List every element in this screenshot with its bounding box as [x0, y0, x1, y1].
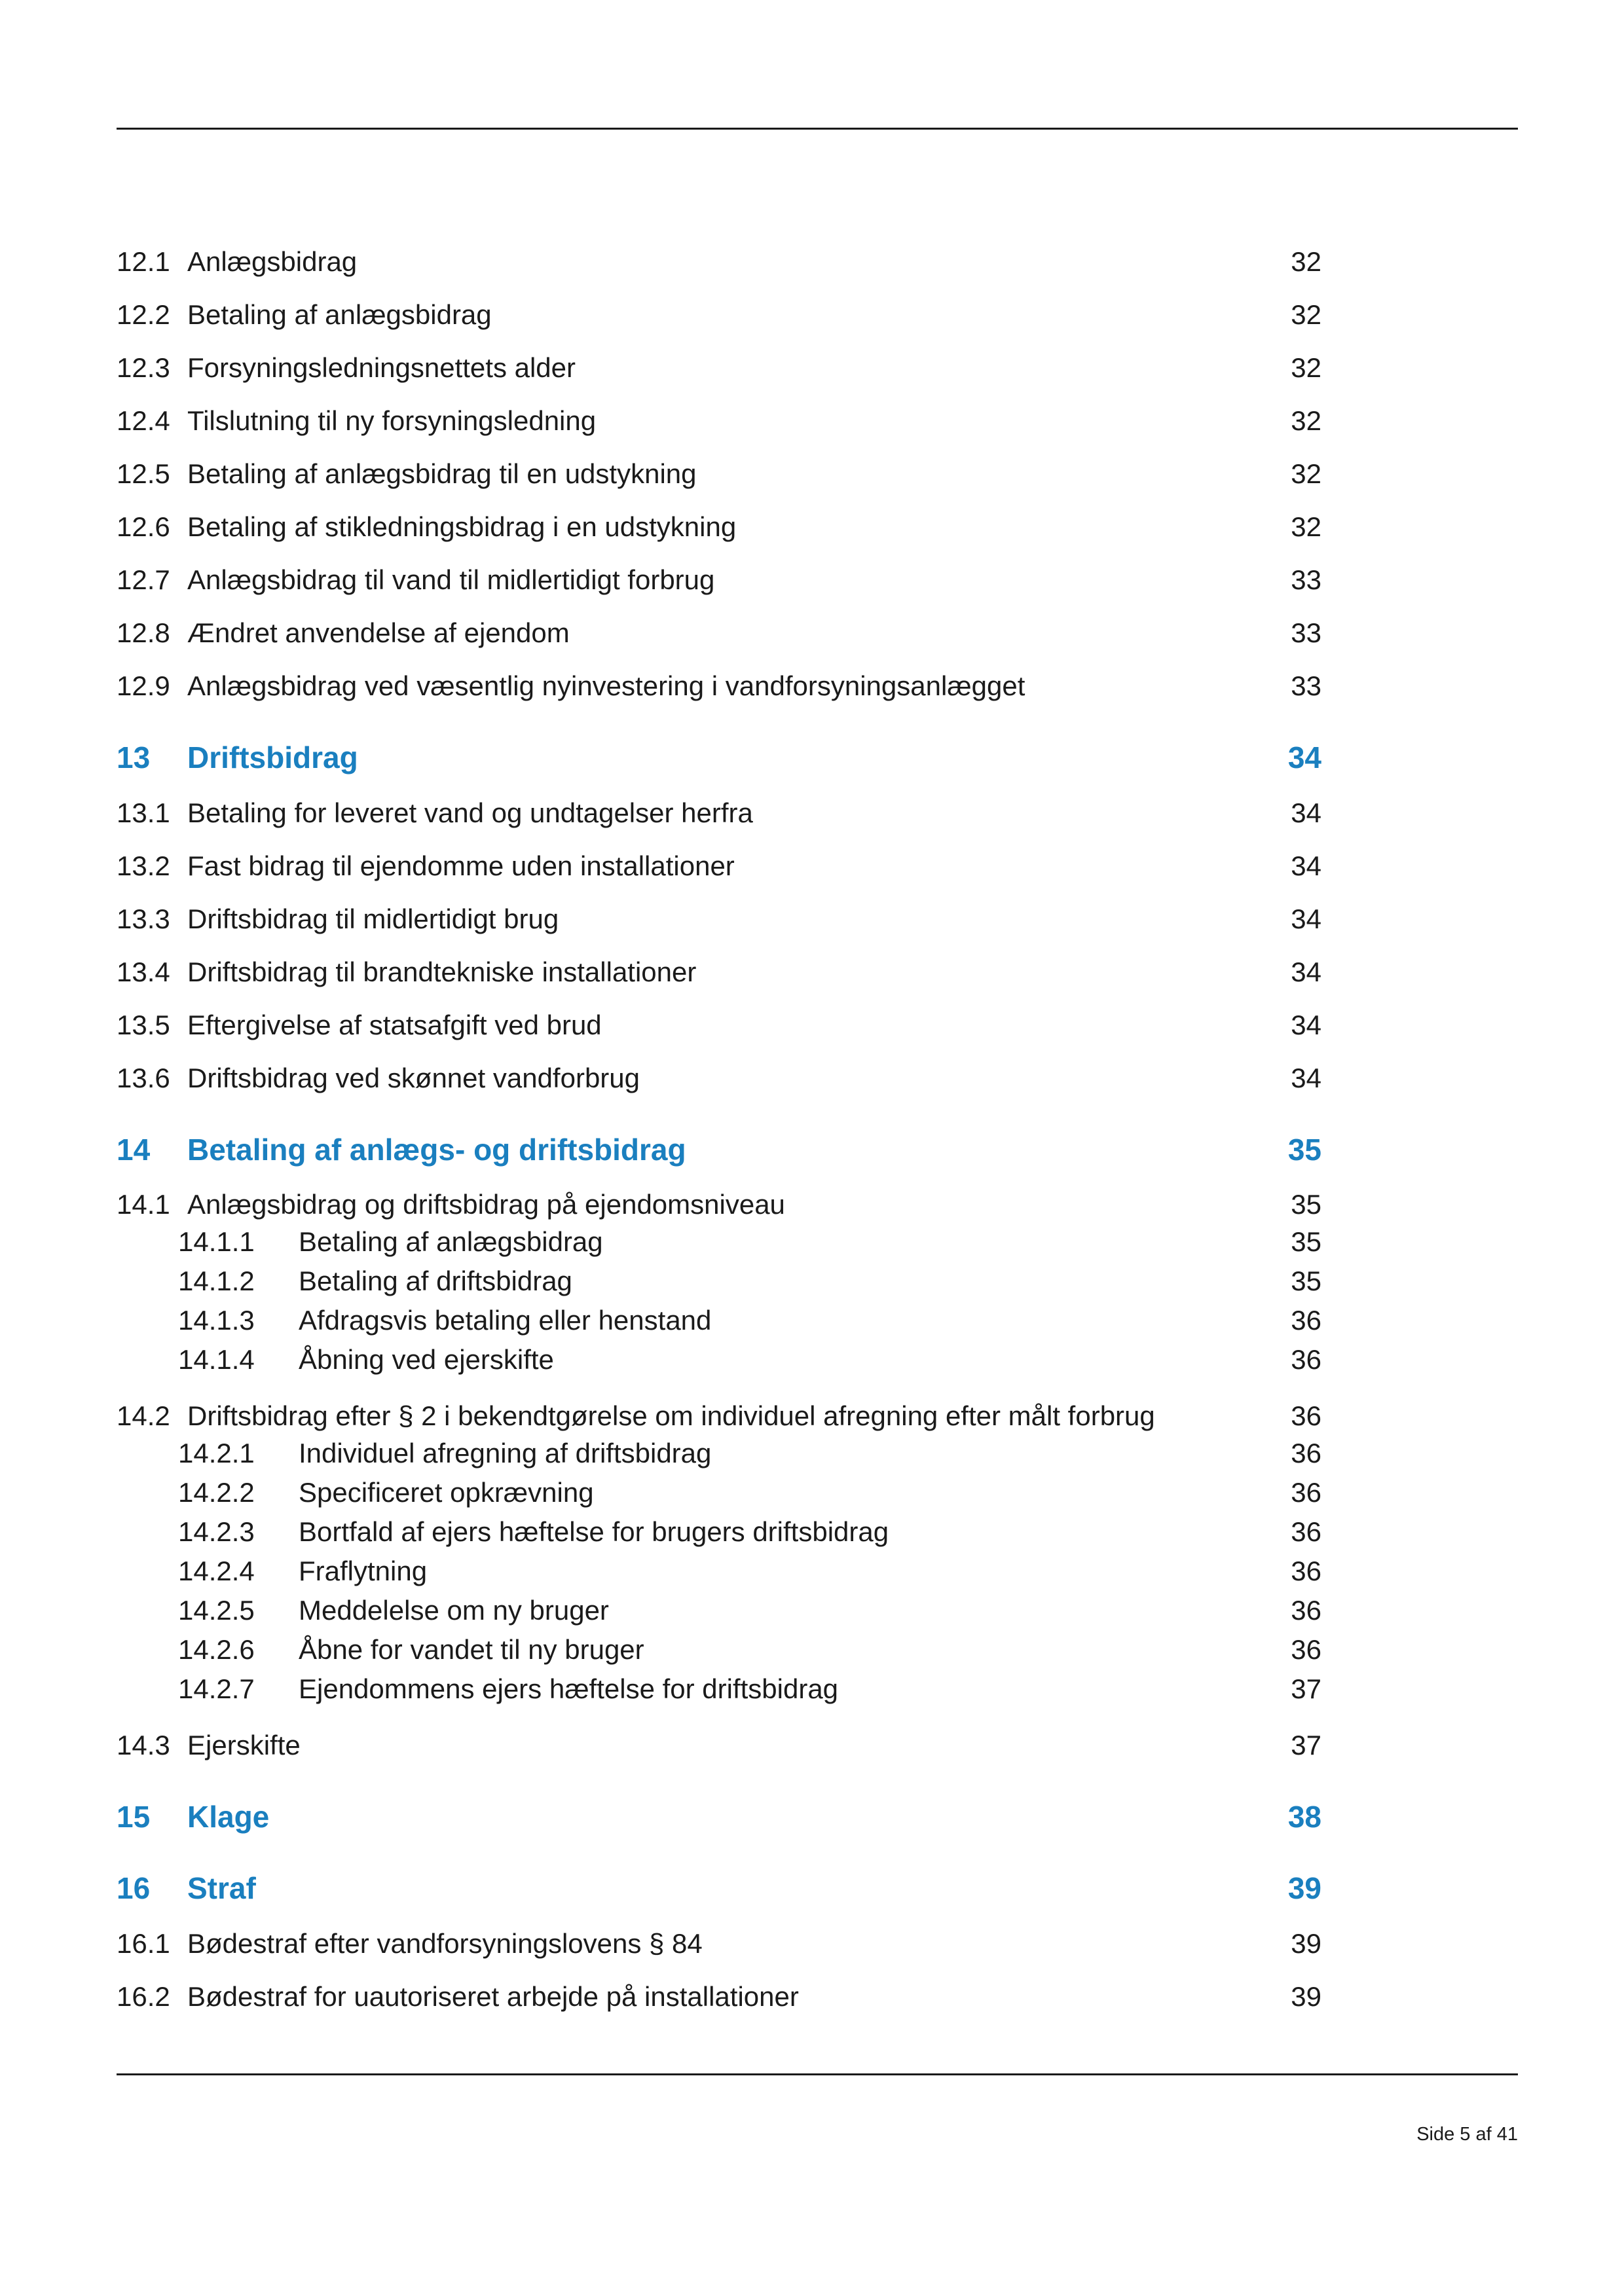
toc-page: 36	[1291, 1477, 1321, 1508]
toc-title: Anlægsbidrag ved væsentlig nyinvestering i vandforsyningsanlægget	[187, 670, 1025, 701]
toc-page: 34	[1291, 957, 1321, 987]
toc-entry-16-2[interactable]	[117, 1977, 1321, 2016]
toc-entry-12-2[interactable]	[117, 295, 1321, 335]
toc-entry-12-5[interactable]	[117, 454, 1321, 494]
toc-number: 16.2	[117, 1981, 170, 2012]
toc-entry-13-2[interactable]	[117, 847, 1321, 886]
toc-entry-14-2-4[interactable]	[117, 1552, 1321, 1591]
toc-title: Bortfald af ejers hæftelse for brugers driftsbidrag	[299, 1516, 889, 1547]
toc-title: Betaling af driftsbidrag	[299, 1266, 572, 1296]
toc-title: Anlægsbidrag til vand til midlertidigt forbrug	[187, 564, 715, 595]
toc-entry-12-6[interactable]	[117, 507, 1321, 547]
toc-number: 14.2	[117, 1400, 170, 1431]
toc-page: 35	[1291, 1266, 1321, 1296]
toc-number: 13.5	[117, 1010, 170, 1040]
toc-page: 36	[1291, 1400, 1321, 1431]
toc-page: 36	[1291, 1344, 1321, 1375]
toc-page: 33	[1291, 617, 1321, 648]
toc-entry-14-2-2[interactable]	[117, 1473, 1321, 1512]
toc-entry-14-2[interactable]	[117, 1396, 1321, 1436]
toc-entry-12-9[interactable]	[117, 666, 1321, 706]
toc-title: Betaling af anlægsbidrag	[299, 1226, 603, 1257]
toc-number: 14.1.3	[178, 1305, 255, 1336]
toc-number: 14.1.4	[178, 1344, 255, 1375]
toc-heading-15[interactable]	[117, 1797, 1321, 1836]
toc-title: Tilslutning til ny forsyningsledning	[187, 405, 597, 436]
toc-title: Driftsbidrag	[187, 740, 358, 774]
toc-entry-16-1[interactable]	[117, 1924, 1321, 1963]
toc-number: 12.4	[117, 405, 170, 436]
toc-entry-14-2-7[interactable]	[117, 1669, 1321, 1709]
toc-entry-14-2-6[interactable]	[117, 1630, 1321, 1669]
toc-number: 13	[117, 740, 151, 774]
toc-title: Specificeret opkrævning	[299, 1477, 594, 1508]
page-number: Side 5 af 41	[1416, 2124, 1518, 2145]
toc-number: 12.5	[117, 458, 170, 489]
toc-page: 36	[1291, 1556, 1321, 1586]
toc-page: 34	[1291, 1010, 1321, 1040]
toc-title: Bødestraf efter vandforsyningslovens § 84	[187, 1928, 703, 1959]
toc-title: Anlægsbidrag	[187, 246, 358, 277]
header-rule	[117, 128, 1518, 130]
toc-title: Betaling for leveret vand og undtagelser herfra	[187, 797, 753, 828]
toc-entry-12-7[interactable]	[117, 560, 1321, 600]
toc-number: 14.2.1	[178, 1438, 255, 1468]
toc-number: 14.2.4	[178, 1556, 255, 1586]
toc-title: Meddelelse om ny bruger	[299, 1595, 609, 1626]
toc-title: Driftsbidrag efter § 2 i bekendtgørelse om individuel afregning efter målt forbrug	[187, 1400, 1155, 1431]
toc-entry-14-2-3[interactable]	[117, 1512, 1321, 1552]
toc-page: 37	[1291, 1730, 1321, 1760]
toc-number: 12.1	[117, 246, 170, 277]
toc-title: Anlægsbidrag og driftsbidrag på ejendomsniveau	[187, 1189, 785, 1220]
toc-number: 13.2	[117, 850, 170, 881]
toc-title: Driftsbidrag ved skønnet vandforbrug	[187, 1063, 640, 1093]
toc-number: 14.2.2	[178, 1477, 255, 1508]
toc-number: 13.4	[117, 957, 170, 987]
toc-title: Åbning ved ejerskifte	[299, 1344, 554, 1375]
toc-title: Driftsbidrag til midlertidigt brug	[187, 903, 559, 934]
toc-entry-14-1-1[interactable]	[117, 1222, 1321, 1262]
toc-number: 14.1.2	[178, 1266, 255, 1296]
toc-entry-14-1-4[interactable]	[117, 1340, 1321, 1379]
toc-page: 32	[1291, 246, 1321, 277]
toc-page: 33	[1291, 670, 1321, 701]
toc-title: Betaling af anlægsbidrag	[187, 299, 492, 330]
toc-number: 12.3	[117, 352, 170, 383]
toc-page: 36	[1291, 1595, 1321, 1626]
toc-number: 13.3	[117, 903, 170, 934]
toc-entry-14-1[interactable]	[117, 1185, 1321, 1224]
toc-title: Driftsbidrag til brandtekniske installationer	[187, 957, 697, 987]
toc-heading-13[interactable]	[117, 738, 1321, 777]
toc-page: 35	[1291, 1226, 1321, 1257]
toc-page: 34	[1291, 1063, 1321, 1093]
toc-page: 34	[1291, 797, 1321, 828]
toc-title: Bødestraf for uautoriseret arbejde på installationer	[187, 1981, 799, 2012]
toc-heading-14[interactable]	[117, 1130, 1321, 1169]
toc-number: 16.1	[117, 1928, 170, 1959]
toc-page: 35	[1291, 1189, 1321, 1220]
toc-page: 36	[1291, 1438, 1321, 1468]
toc-page: 34	[1287, 740, 1321, 774]
toc-number: 13.1	[117, 797, 170, 828]
toc-page: 32	[1291, 511, 1321, 542]
toc-entry-12-4[interactable]	[117, 401, 1321, 441]
toc-number: 12.7	[117, 564, 170, 595]
toc-number: 14.2.7	[178, 1673, 255, 1704]
toc-page: 34	[1291, 850, 1321, 881]
toc-page: 36	[1291, 1516, 1321, 1547]
toc-page: 32	[1291, 299, 1321, 330]
toc-number: 14.1.1	[178, 1226, 255, 1257]
toc-entry-13-1[interactable]	[117, 793, 1321, 833]
toc-entry-13-4[interactable]	[117, 953, 1321, 992]
toc-entry-12-8[interactable]	[117, 613, 1321, 653]
toc-title: Fraflytning	[299, 1556, 428, 1586]
toc-page: 39	[1291, 1981, 1321, 2012]
toc-entry-14-1-3[interactable]	[117, 1301, 1321, 1340]
toc-page: 32	[1291, 458, 1321, 489]
toc-page: 36	[1291, 1634, 1321, 1665]
toc-title: Ejerskifte	[187, 1730, 301, 1760]
toc-entry-14-1-2[interactable]	[117, 1262, 1321, 1301]
toc-page: 32	[1291, 352, 1321, 383]
toc-number: 14	[117, 1133, 151, 1167]
toc-page: 37	[1291, 1673, 1321, 1704]
toc-number: 12.8	[117, 617, 170, 648]
toc-page: 39	[1291, 1928, 1321, 1959]
toc-entry-13-3[interactable]	[117, 900, 1321, 939]
toc-number: 14.2.3	[178, 1516, 255, 1547]
toc-entry-12-1[interactable]	[117, 242, 1321, 282]
toc-page: 32	[1291, 405, 1321, 436]
toc-entry-14-2-1[interactable]	[117, 1434, 1321, 1473]
toc-title: Betaling af stikledningsbidrag i en udstykning	[187, 511, 737, 542]
toc-entry-14-3[interactable]	[117, 1726, 1321, 1765]
toc-page: 38	[1287, 1800, 1321, 1834]
toc-title: Individuel afregning af driftsbidrag	[299, 1438, 712, 1468]
toc-title: Betaling af anlægsbidrag til en udstykning	[187, 458, 697, 489]
toc-title: Betaling af anlægs- og driftsbidrag	[187, 1133, 686, 1167]
toc-entry-14-2-5[interactable]	[117, 1591, 1321, 1630]
toc-page: 36	[1291, 1305, 1321, 1336]
toc-title: Klage	[187, 1800, 270, 1834]
toc-number: 12.2	[117, 299, 170, 330]
toc-title: Straf	[187, 1871, 256, 1905]
footer-rule	[117, 2073, 1518, 2075]
toc-title: Åbne for vandet til ny bruger	[299, 1634, 644, 1665]
toc-title: Fast bidrag til ejendomme uden installationer	[187, 850, 735, 881]
toc-title: Afdragsvis betaling eller henstand	[299, 1305, 712, 1336]
toc-page: 34	[1291, 903, 1321, 934]
toc-page: 35	[1287, 1133, 1321, 1167]
toc-number: 14.1	[117, 1189, 170, 1220]
toc-page: 39	[1287, 1871, 1321, 1905]
toc-entry-13-6[interactable]	[117, 1059, 1321, 1098]
toc-number: 16	[117, 1871, 151, 1905]
toc-heading-16[interactable]	[117, 1868, 1321, 1908]
toc-number: 15	[117, 1800, 151, 1834]
toc-number: 13.6	[117, 1063, 170, 1093]
toc-number: 12.6	[117, 511, 170, 542]
toc-title: Ændret anvendelse af ejendom	[187, 617, 570, 648]
toc-entry-12-3[interactable]	[117, 348, 1321, 388]
toc-number: 14.2.6	[178, 1634, 255, 1665]
toc-number: 12.9	[117, 670, 170, 701]
toc-number: 14.2.5	[178, 1595, 255, 1626]
toc-number: 14.3	[117, 1730, 170, 1760]
toc-page: 33	[1291, 564, 1321, 595]
toc-title: Ejendommens ejers hæftelse for driftsbidrag	[299, 1673, 839, 1704]
toc-title: Forsyningsledningsnettets alder	[187, 352, 576, 383]
toc-title: Eftergivelse af statsafgift ved brud	[187, 1010, 602, 1040]
toc-entry-13-5[interactable]	[117, 1006, 1321, 1045]
